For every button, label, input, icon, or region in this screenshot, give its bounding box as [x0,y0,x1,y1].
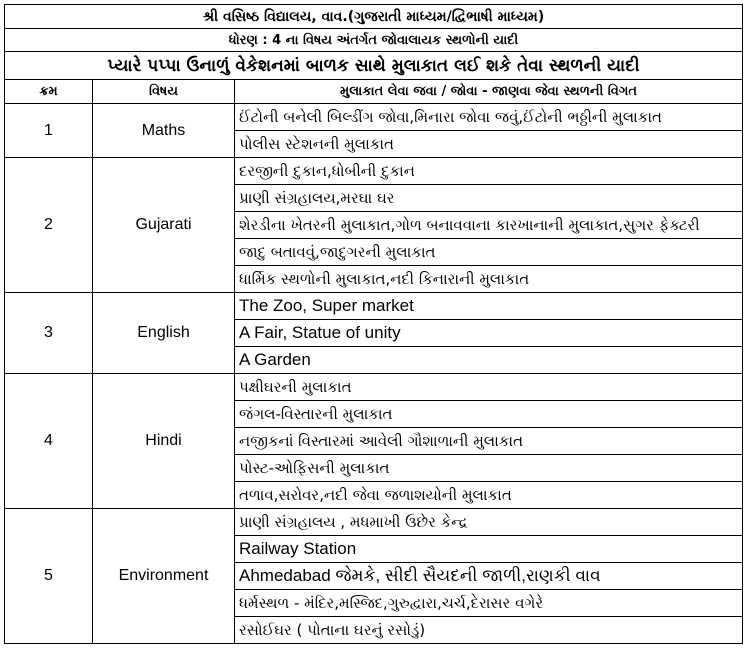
subtitle-row [5,29,743,52]
subject-cell: English [93,293,235,374]
place-item: તળાવ,સરોવર,નદી જેવા જળાશયોની મુલાકાત [235,482,743,509]
row-number: 2 [5,158,93,293]
place-item: નજીકનાં વિસ્તારમાં આવેલી ગૌશાળાની મુલાકાત [235,428,743,455]
title-row [5,52,743,80]
sheet-title: પ્યારે પપ્પા ઉનાળું વેકેશનમાં બાળક સાથે મુલાકાત લઈ શકે તેવા સ્થળની યાદી [5,52,743,80]
place-item: પ્રાણી સંગ્રહાલય , મધમાખી ઉછેર કેન્દ્ર [235,509,743,536]
place-item: Railway Station [235,536,743,563]
table-row [5,374,743,401]
place-item: ધર્મસ્થળ - મંદિર,મસ્જિદ,ગુરુદ્વારા,ચર્ચ,દેરાસર વગેરે [235,590,743,617]
table-row [5,104,743,131]
places-table [4,4,743,644]
row-number: 4 [5,374,93,509]
place-item: પોસ્ટ-ઓફિસની મુલાકાત [235,455,743,482]
place-item: શેરડીના ખેતરની મુલાકાત,ગોળ બનાવવાના કારખાનાની મુલાકાત,સુગર ફેક્ટરી [235,212,743,239]
place-item: A Fair, Statue of unity [235,320,743,347]
place-item: પોલીસ સ્ટેશનની મુલાકાત [235,131,743,158]
places-sheet [4,4,742,644]
table-row [5,293,743,320]
place-item: પક્ષીઘરની મુલાકાત [235,374,743,401]
column-header-places: મુલાકાત લેવા જવા / જોવા - જાણવા જેવા સ્થળની વિગત [235,80,743,104]
place-item: પ્રાણી સંગ્રહાલય,મરઘા ઘર [235,185,743,212]
place-item: A Garden [235,347,743,374]
place-item: જાદુ બતાવવું,જાદુગરની મુલાકાત [235,239,743,266]
row-number: 3 [5,293,93,374]
column-header-subject: વિષય [93,80,235,104]
table-row [5,158,743,185]
sheet-subtitle: ધોરણ : 4 ના વિષય અંતર્ગત જોવાલાયક સ્થળોની યાદી [5,29,743,52]
row-number: 1 [5,104,93,158]
subject-cell: Maths [93,104,235,158]
place-item: રસોઈઘર ( પોતાના ઘરનું રસોડું) [235,617,743,644]
row-number: 5 [5,509,93,644]
place-item: The Zoo, Super market [235,293,743,320]
place-item: Ahmedabad જેમકે, સીદી સૈયદની જાળી,રાણકી વાવ [235,563,743,590]
school-name: શ્રી વસિષ્ઠ વિદ્યાલય, વાવ.(ગુજરાતી માધ્યમ/દ્વિભાષી માધ્યમ) [5,5,743,29]
place-item: ધાર્મિક સ્થળોની મુલાકાત,નદી કિનારાની મુલાકાત [235,266,743,293]
place-item: જંગલ-વિસ્તારની મુલાકાત [235,401,743,428]
column-header-row [5,80,743,104]
place-item: દરજીની દુકાન,ધોબીની દુકાન [235,158,743,185]
table-row [5,509,743,536]
school-row [5,5,743,29]
column-header-no: ક્રમ [5,80,93,104]
subject-cell: Environment [93,509,235,644]
place-item: ઈંટોની બનેલી બિલ્ડીંગ જોવા,મિનારા જોવા જવું,ઈંટોની ભઠ્ઠીની મુલાકાત [235,104,743,131]
subject-cell: Gujarati [93,158,235,293]
subject-cell: Hindi [93,374,235,509]
